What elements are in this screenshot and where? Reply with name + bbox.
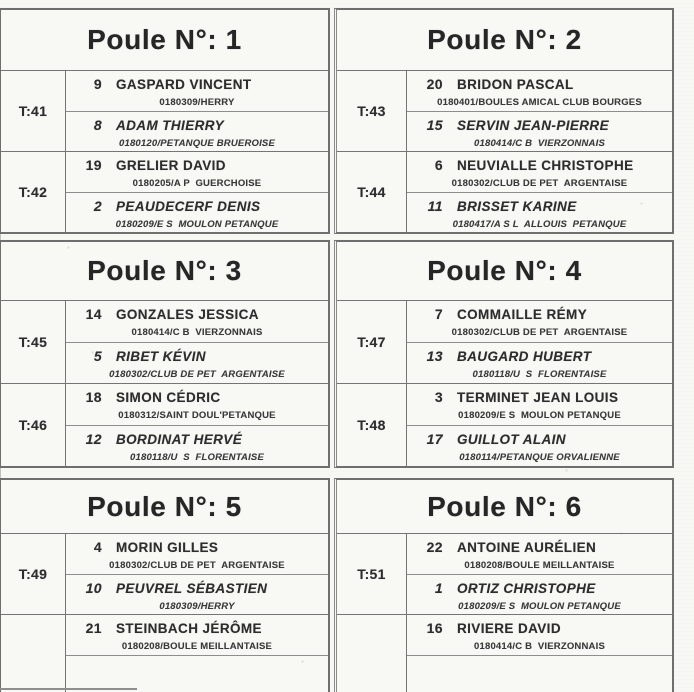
player-number: 14 — [85, 306, 102, 322]
player-entry — [66, 342, 328, 383]
player-club: 0180309/HERRY — [159, 97, 235, 108]
player-entry — [66, 384, 328, 425]
player-club: 0180312/SAINT DOUL'PETANQUE — [118, 410, 276, 421]
player-club: 0180118/U S FLORENTAISE — [472, 369, 607, 380]
pool-2 — [334, 8, 674, 234]
player-entry — [66, 71, 328, 111]
player-number: 7 — [434, 306, 443, 322]
player-entry — [66, 152, 328, 192]
player-name: SIMON CÉDRIC — [116, 390, 221, 405]
player-name: TERMINET JEAN LOUIS — [457, 390, 619, 405]
pool-4 — [334, 240, 674, 468]
player-club: 0180302/CLUB DE PET ARGENTAISE — [451, 178, 628, 189]
table-number-label: T:48 — [337, 384, 407, 466]
player-club: 0180302/CLUB DE PET ARGENTAISE — [109, 369, 285, 380]
table-number-label: T:43 — [337, 71, 407, 151]
player-name: PEAUDECERF DENIS — [116, 199, 261, 214]
pool-1 — [0, 8, 330, 234]
scan-speckles — [0, 0, 1, 1]
table-number-label: T:47 — [337, 301, 407, 383]
player-name: RIBET KÉVIN — [116, 349, 206, 364]
player-name: COMMAILLE RÉMY — [457, 307, 588, 322]
table-number-label — [1, 615, 66, 692]
pool-3-body — [1, 301, 328, 466]
table-number-label — [337, 615, 407, 692]
table-number-label: T:44 — [337, 152, 407, 232]
match-row — [1, 614, 328, 692]
player-name: GASPARD VINCENT — [116, 77, 252, 92]
player-name: RIVIERE DAVID — [457, 621, 561, 636]
player-entry — [407, 111, 672, 151]
pool-3-title: Poule N°: 3 — [1, 242, 328, 301]
pool-6-title: Poule N°: 6 — [337, 480, 672, 534]
player-entry — [66, 574, 328, 614]
player-number: 18 — [85, 389, 102, 405]
player-name: GONZALES JESSICA — [116, 307, 259, 322]
player-entry — [66, 301, 328, 342]
player-entry — [407, 152, 672, 192]
player-number: 15 — [426, 117, 443, 133]
match-row — [337, 614, 672, 692]
player-name: PEUVREL SÉBASTIEN — [116, 581, 268, 596]
match-row — [337, 151, 672, 232]
table-number-label: T:46 — [1, 384, 66, 466]
player-club: 0180401/BOULES AMICAL CLUB BOURGES — [437, 97, 642, 108]
pool-3 — [0, 240, 330, 468]
player-name: BRISSET KARINE — [457, 199, 577, 214]
player-club: 0180414/C B VIERZONNAIS — [131, 327, 263, 338]
player-name: STEINBACH JÉRÔME — [116, 621, 262, 636]
player-club: 0180209/E S MOULON PETANQUE — [115, 219, 279, 230]
pool-2-title: Poule N°: 2 — [337, 10, 672, 71]
player-name: BRIDON PASCAL — [457, 77, 574, 92]
pool-5-body — [1, 534, 328, 692]
match-row — [337, 301, 672, 383]
player-name: NEUVIALLE CHRISTOPHE — [457, 158, 634, 173]
player-name: BORDINAT HERVÉ — [116, 432, 243, 447]
player-entry — [407, 192, 672, 232]
player-name: GRELIER DAVID — [116, 158, 226, 173]
player-name: ANTOINE AURÉLIEN — [457, 540, 597, 555]
table-number-label: T:41 — [1, 71, 66, 151]
player-number: 2 — [93, 198, 102, 214]
player-number: 20 — [426, 76, 443, 92]
player-club: 0180114/PETANQUE ORVALIENNE — [459, 452, 620, 463]
player-name: MORIN GILLES — [116, 540, 219, 555]
player-name: ORTIZ CHRISTOPHE — [457, 581, 596, 596]
player-number: 13 — [426, 348, 443, 364]
player-number: 17 — [426, 431, 443, 447]
player-club: 0180414/C B VIERZONNAIS — [474, 641, 605, 652]
player-number: 16 — [426, 620, 443, 636]
player-entry — [407, 534, 672, 574]
player-club: 0180302/CLUB DE PET ARGENTAISE — [451, 327, 628, 338]
table-number-label: T:51 — [337, 534, 407, 614]
player-number: 19 — [85, 157, 102, 173]
player-entry — [407, 384, 672, 425]
scan-bottom-artifact — [0, 688, 137, 690]
player-club: 0180309/HERRY — [159, 601, 235, 612]
match-row — [337, 71, 672, 151]
player-entry — [66, 615, 328, 655]
match-row — [1, 151, 328, 232]
match-row — [1, 71, 328, 151]
table-number-label: T:42 — [1, 152, 66, 232]
player-entry — [407, 301, 672, 342]
player-entry — [407, 342, 672, 383]
player-club: 0180209/E S MOULON PETANQUE — [458, 410, 621, 421]
player-entry — [407, 425, 672, 466]
player-club: 0180414/C B VIERZONNAIS — [474, 138, 605, 149]
player-club: 0180209/E S MOULON PETANQUE — [458, 601, 621, 612]
pool-2-body — [337, 71, 672, 232]
player-number: 8 — [93, 117, 102, 133]
player-number: 1 — [434, 580, 443, 596]
pool-1-body — [1, 71, 328, 232]
player-entry — [66, 111, 328, 151]
player-entry — [66, 534, 328, 574]
pool-4-body — [337, 301, 672, 466]
match-row — [1, 383, 328, 466]
pool-1-title: Poule N°: 1 — [1, 10, 328, 71]
player-number: 21 — [85, 620, 102, 636]
player-club: 0180302/CLUB DE PET ARGENTAISE — [109, 560, 285, 571]
match-row — [337, 383, 672, 466]
table-number-label: T:49 — [1, 534, 66, 614]
player-entry — [407, 615, 672, 655]
player-number: 3 — [434, 389, 443, 405]
player-number: 4 — [93, 539, 102, 555]
player-number: 6 — [434, 157, 443, 173]
pool-5 — [0, 478, 330, 692]
player-club: 0180118/U S FLORENTAISE — [130, 452, 264, 463]
match-row — [337, 534, 672, 614]
player-entry-empty — [66, 655, 328, 692]
player-number: 11 — [427, 198, 443, 214]
player-entry-empty — [407, 655, 672, 692]
match-row — [1, 534, 328, 614]
player-club: 0180417/A S L ALLOUIS PETANQUE — [452, 219, 627, 230]
pool-4-title: Poule N°: 4 — [337, 242, 672, 301]
player-entry — [407, 71, 672, 111]
player-number: 10 — [85, 580, 102, 596]
player-name: ADAM THIERRY — [116, 118, 225, 133]
pool-6-body — [337, 534, 672, 692]
player-name: BAUGARD HUBERT — [457, 349, 592, 364]
player-club: 0180208/BOULE MEILLANTAISE — [121, 641, 273, 652]
player-name: GUILLOT ALAIN — [457, 432, 566, 447]
player-entry — [66, 192, 328, 232]
player-entry — [66, 425, 328, 466]
table-number-label: T:45 — [1, 301, 66, 383]
player-entry — [407, 574, 672, 614]
pool-6 — [334, 478, 674, 692]
player-number: 5 — [93, 348, 102, 364]
scan-edge-artifact — [0, 30, 1, 690]
player-club: 0180205/A P GUERCHOISE — [132, 178, 262, 189]
player-club: 0180208/BOULE MEILLANTAISE — [464, 560, 615, 571]
player-number: 22 — [426, 539, 443, 555]
player-number: 12 — [85, 431, 102, 447]
player-name: SERVIN JEAN-PIERRE — [457, 118, 609, 133]
match-row — [1, 301, 328, 383]
pool-5-title: Poule N°: 5 — [1, 480, 328, 534]
player-number: 9 — [93, 76, 102, 92]
player-club: 0180120/PETANQUE BRUEROISE — [118, 138, 276, 149]
